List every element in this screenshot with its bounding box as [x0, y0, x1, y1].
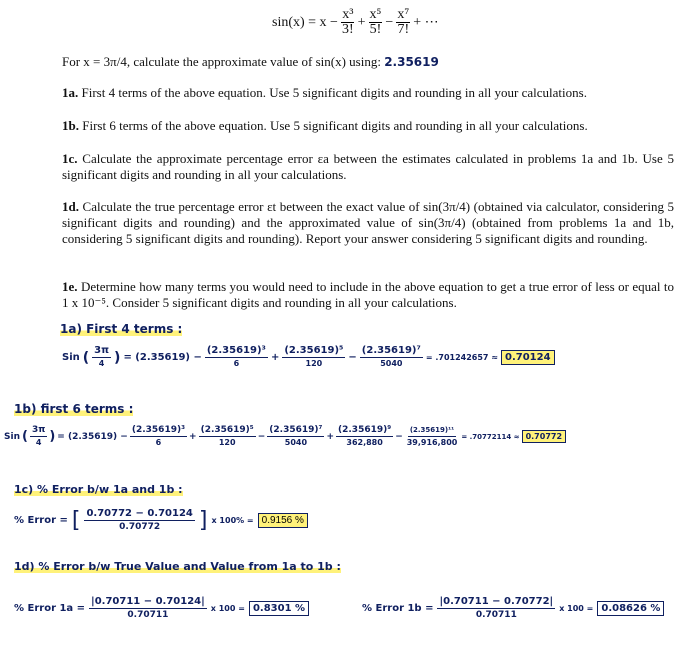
intro-text: For x = 3π/4, calculate the approximate value of sin(x) using: — [62, 54, 381, 69]
question-1c: 1c. Calculate the approximate percentage error εa between the estimates calculated in problems 1a and 1b. Use 5 significant digits and rounding in all your calculations. — [62, 151, 674, 182]
work-1c-expression: % Error = [ $\frac{0.70772 - 0.70124}{0.70772}$ ] x 100% = 0.9156 % — [14, 508, 308, 533]
intro-line — [62, 54, 674, 70]
work-1d-expression-1b: % Error 1b = $\frac{|0.70711 - 0.70772|}{0.70711}$ x 100 = 0.08626 % — [362, 596, 664, 621]
question-1b: 1b. First 6 terms of the above equation. Use 5 significant digits and rounding in all your calculations. — [62, 118, 588, 133]
term-x3: $\frac{\text{x³}}{3!}$ — [341, 7, 354, 37]
series-equation — [272, 8, 439, 37]
term-x7: $\frac{\text{x⁷}}{7!}$ — [397, 7, 410, 37]
work-1a-expression: Sin ( $\frac{3\pi}{4}$ ) = (2.35619) − $\frac{\text{(2.35619)³}}{6}$ + $\frac{\text{(2.35619)⁵}}{120}$ − $\frac{\text{(2.35619)⁷}}{5040}$ = .701242657 ≈ 0.70124 — [62, 345, 555, 370]
answer-1d-1a: 0.8301 % — [249, 601, 309, 616]
series-tail: + ⋯ — [413, 14, 439, 30]
plus-sign: + — [357, 14, 366, 30]
minus-sign: − — [385, 14, 394, 30]
question-1d: 1d. Calculate the true percentage error εt between the exact value of sin(3π/4) (obtained via calculator, considering 5 significant digits and rounding) and the approximated value of sin(3π/4) (obtained from problems 1a and 1b, considering 5 significant digits and rounding). Report your answer considering 5 significant digits and rounding. — [62, 199, 675, 246]
intro-answer: 2.35619 — [384, 55, 439, 69]
answer-1c: 0.9156 % — [258, 513, 308, 528]
work-1a-heading: 1a) First 4 terms : — [60, 322, 183, 336]
work-1d-heading: 1d) % Error b/w True Value and Value from 1a to 1b : — [14, 560, 341, 573]
answer-1d-1b: 0.08626 % — [597, 601, 664, 616]
answer-1b: 0.70772 — [522, 430, 566, 443]
term-x5: $\frac{\text{x⁵}}{5!}$ — [369, 7, 382, 37]
work-1b-heading: 1b) first 6 terms : — [14, 402, 134, 416]
work-1d-expression-1a: % Error 1a = $\frac{|0.70711 - 0.70124|}{0.70711}$ x 100 = 0.8301 % — [14, 596, 309, 621]
series-lhs: sin(x) = x − — [272, 14, 338, 30]
work-1b-expression: Sin ( $\frac{3\pi}{4}$ ) = (2.35619) − $\frac{\text{(2.35619)³}}{6}$ + $\frac{\text{(2.35619)⁵}}{120}$ − $\frac{\text{(2.35619)⁷}}{5040}$ + $\frac{\text{(2.35619)⁹}}{362,880}$ − $\frac{\text{(2.35619)¹¹}}{39,916,800}$ = .70772114 ≈ 0.70772 — [4, 424, 566, 449]
question-1a: 1a. First 4 terms of the above equation. Use 5 significant digits and rounding in all your calculations. — [62, 85, 587, 100]
question-1e: 1e. Determine how many terms you would need to include in the above equation to get a true error of less or equal to 1 x 10⁻⁵. Consider 5 significant digits and rounding in all your calculations. — [62, 279, 675, 310]
work-1c-heading: 1c) % Error b/w 1a and 1b : — [14, 483, 183, 496]
answer-1a: 0.70124 — [501, 350, 555, 365]
